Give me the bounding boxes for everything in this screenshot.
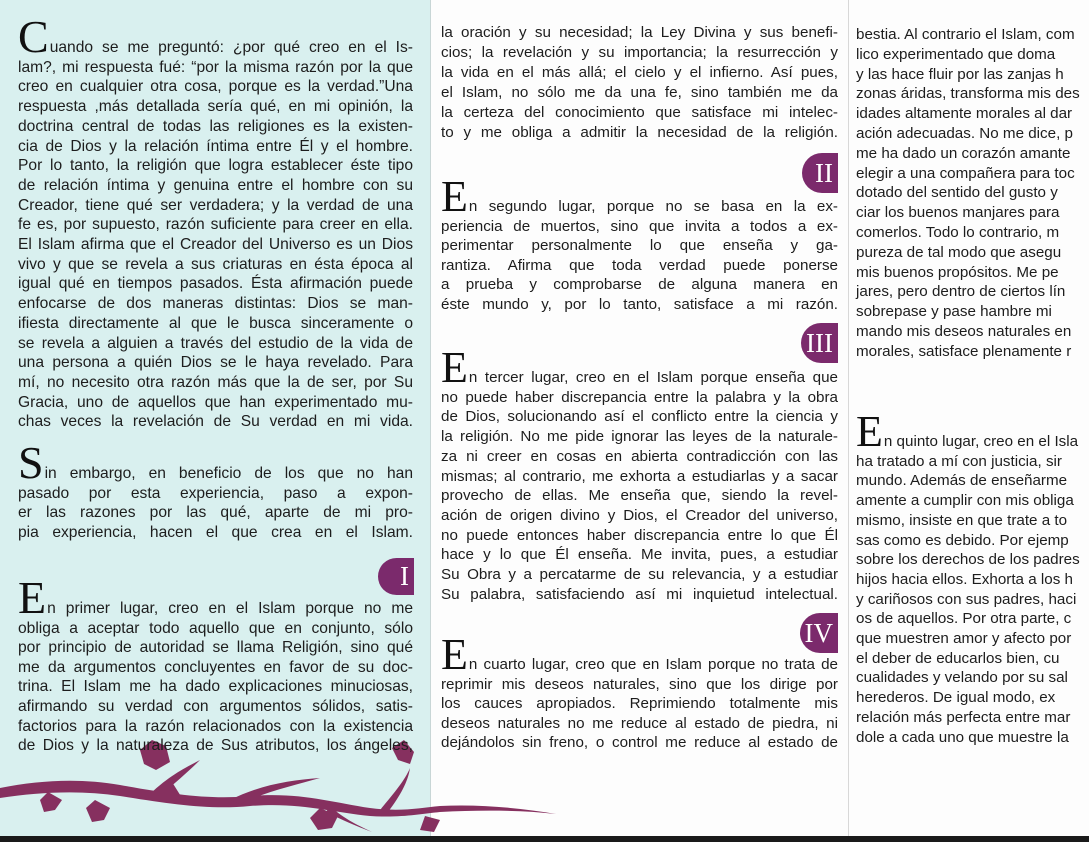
line-text: pia experiencia, hacen el que crea en el Islam. [18, 524, 413, 542]
text-line [856, 570, 1089, 590]
drop-cap: C [18, 11, 49, 62]
text-line [856, 668, 1089, 688]
line-text: mismo, insiste en que trate a to [856, 511, 1068, 529]
line-text: mundo. Además de enseñarme [856, 472, 1068, 490]
line-text: mismas; al contrario, me exhorta a estudiarlas y a sacar [441, 467, 838, 485]
line-text: perimentar personalmente lo que enseña y ga- [441, 237, 838, 255]
line-text: amente a cumplir con mis obliga [856, 492, 1074, 510]
line-text: mí, no necesito otra razón más que la de ser, por Su [18, 373, 413, 391]
text-line [856, 243, 1089, 263]
text-line [856, 164, 1089, 184]
line-text: za ni creer en cosas en abierta contradicción con las [441, 447, 838, 465]
text-line [18, 294, 413, 314]
text-line [18, 156, 413, 176]
line-text: sas como es debido. Por ejemp [856, 531, 1069, 549]
text-line [856, 342, 1089, 362]
line-text: la certeza del conocimiento que satisface mi intelec- [441, 104, 838, 121]
text-line [856, 491, 1089, 511]
line-text: me da argumentos concluyentes en favor de su doc- [18, 658, 413, 676]
section-number-badge: I [378, 558, 414, 595]
line-text: ación adecuadas. No me dice, p [856, 124, 1073, 142]
line-text: uando se me preguntó: ¿por qué creo en el Is- [49, 39, 413, 56]
line-text: n primer lugar, creo en el Islam porque no me [47, 600, 413, 617]
text-line [441, 295, 838, 315]
text-line [18, 11, 413, 62]
line-text: jares, pero dentro de ciertos lín [856, 283, 1066, 301]
line-text: de relación íntima y genuina entre el hombre con su [18, 176, 413, 194]
line-text: obliga a aceptar todo aquello que en conjunto, sólo [18, 619, 413, 637]
col1-paragraph [18, 437, 413, 543]
drop-cap: E [441, 630, 468, 679]
line-text: de Dios y la naturaleza de Sus atributos, los ángeles, [18, 737, 413, 755]
line-text: el deber de educarlos bien, cu [856, 649, 1060, 667]
text-line [18, 437, 413, 488]
text-line [441, 63, 838, 83]
line-text: pureza de tal modo que asegu [856, 243, 1062, 261]
line-text: sobre los derechos de los padres [856, 551, 1080, 569]
text-line [441, 343, 838, 392]
text-line [18, 677, 413, 697]
line-text: to y me obliga a admitir la necesidad de la religión. [441, 124, 838, 141]
text-line [441, 217, 838, 237]
text-line [18, 334, 413, 354]
text-line [441, 83, 838, 103]
text-line [18, 176, 413, 196]
text-line [856, 511, 1089, 531]
line-text: dole a cada uno que muestre la [856, 728, 1069, 746]
line-text: periencia de muertos, sino que invita a todos a ex- [441, 217, 838, 235]
drop-cap: E [856, 407, 883, 456]
text-line [18, 717, 413, 737]
line-text: y las hace fluir por las zanjas h [856, 65, 1064, 83]
line-text: los cauces apropiados. Reprimiendo totalmente mis [441, 695, 838, 713]
text-line [441, 675, 838, 695]
text-line [856, 45, 1089, 65]
line-text: vivo y que se revela a sus criaturas en ésta época al [18, 255, 413, 273]
text-line [856, 302, 1089, 322]
line-text: hace y lo que Él enseña. Me invita, pues, a estudiar [441, 546, 838, 564]
text-line [18, 117, 413, 137]
line-text: n segundo lugar, porque no se basa en la ex- [468, 198, 838, 215]
line-text: no puede haber discrepancia entre la palabra y la obra [441, 388, 838, 406]
line-text: n cuarto lugar, creo que en Islam porque no trata de [468, 656, 838, 673]
text-line [856, 590, 1089, 610]
text-line [441, 714, 838, 734]
text-line [856, 688, 1089, 708]
text-line [18, 697, 413, 717]
text-line [856, 124, 1089, 144]
line-text: deseos naturales no me reduce al estado de piedra, ni [441, 714, 838, 732]
line-text: Su Obra y a percatarme de su relevancia, y a estudiar [441, 566, 838, 584]
line-text: respuesta ,más detallada sería qué, en mi opinión, la [18, 98, 413, 116]
line-text: hijos hacia ellos. Exhorta a los h [856, 570, 1073, 588]
line-text: y cariñosos con sus padres, haci [856, 590, 1077, 608]
text-line [856, 263, 1089, 283]
drop-cap: E [18, 572, 47, 623]
line-text: morales, satisface plenamente r [856, 342, 1072, 360]
line-text: ha tratado a mí con justicia, sir [856, 452, 1062, 470]
line-text: dejándolos sin freno, o control me reduce al estado de [441, 734, 838, 752]
line-text: no puede entonces haber discrepancia entre lo que Él [441, 526, 838, 544]
line-text: igual qué en tiempos pasados. Ésta afirmación puede [18, 275, 413, 293]
text-line [856, 144, 1089, 164]
text-line [441, 123, 838, 143]
line-text: Gracia, uno de aquellos que han experimentado mu- [18, 393, 413, 411]
text-line [18, 97, 413, 117]
line-text: se revela a alguien a través del estudio de la vida de [18, 334, 413, 352]
text-line [856, 322, 1089, 342]
line-text: ación de origen divino y Dios, el Creador del universo, [441, 506, 838, 524]
text-line [18, 658, 413, 678]
col2-paragraph [441, 23, 838, 143]
line-text: Por lo tanto, la religión que logra establecer éste tipo [18, 157, 413, 175]
text-line [856, 708, 1089, 728]
text-line [441, 447, 838, 467]
text-line [856, 471, 1089, 491]
text-line [18, 503, 413, 523]
text-line [18, 77, 413, 97]
text-line [441, 467, 838, 487]
text-line [18, 373, 413, 393]
text-line [856, 407, 1089, 456]
text-line [856, 550, 1089, 570]
text-line [441, 43, 838, 63]
text-line [18, 638, 413, 658]
text-line [18, 736, 413, 756]
line-text: dotado del sentido del gusto y [856, 184, 1058, 202]
text-line [441, 427, 838, 447]
text-line [18, 235, 413, 255]
line-text: os de aquellos. Por otra parte, c [856, 610, 1072, 628]
line-text: cia de Dios y la relación íntima entre Él y el hombre. [18, 137, 413, 155]
text-line [18, 393, 413, 413]
line-text: bestia. Al contrario el Islam, com [856, 26, 1075, 43]
text-line [441, 545, 838, 565]
text-line [441, 486, 838, 506]
line-text: n tercer lugar, creo en el Islam porque enseña que [468, 369, 838, 386]
text-line [441, 526, 838, 546]
line-text: afirmando su verdad con argumentos sólidos, satis- [18, 697, 413, 715]
scan-edge [0, 836, 1089, 842]
text-line [441, 694, 838, 714]
line-text: sobrepase y pase hambre mi [856, 303, 1052, 321]
line-text: enfocarse de dos maneras distintas: Dios se man- [18, 295, 413, 313]
col2-paragraph [441, 343, 838, 604]
line-text: relación más perfecta entre mar [856, 708, 1071, 726]
text-line [856, 25, 1089, 45]
text-line [441, 388, 838, 408]
text-line [856, 223, 1089, 243]
text-line [18, 137, 413, 157]
line-text: reprimir mis deseos naturales, sino que los dirige por [441, 675, 838, 693]
line-text: comerlos. Todo lo contrario, m [856, 223, 1060, 241]
drop-cap: E [441, 172, 468, 221]
line-text: pasado por esta experiencia, paso a expon- [18, 484, 413, 502]
line-text: Su palabra, satisfaciendo así mi inquietud intelectual. [441, 585, 838, 603]
line-text: lam?, mi respuesta fué: “por la misma razón por la que [18, 58, 413, 76]
text-line [18, 196, 413, 216]
line-text: la religión. No me pide ignorar las leyes de la naturale- [441, 428, 838, 446]
line-text: una persona a quién Dios se le haya revelado. Para [18, 354, 413, 372]
line-text: n quinto lugar, creo en el Isla [883, 433, 1079, 450]
line-text: herederos. De igual modo, ex [856, 689, 1056, 707]
col1-paragraph [18, 572, 413, 756]
line-text: Creador, tiene qué ser verdadera; y la verdad de una [18, 196, 413, 214]
text-line [18, 255, 413, 275]
text-line [441, 733, 838, 753]
line-text: de Dios, solucionando así el conflicto entre la ciencia y [441, 408, 838, 426]
text-line [856, 728, 1089, 748]
text-line [441, 407, 838, 427]
text-line [18, 572, 413, 623]
line-text: éste mundo y, por lo tanto, satisface a mi razón. [441, 295, 838, 313]
line-text: zonas áridas, transforma mis des [856, 85, 1080, 103]
text-line [441, 506, 838, 526]
line-text: provecho de ellas. Me enseña que, siendo la revel- [441, 487, 838, 505]
text-line [441, 565, 838, 585]
drop-cap: S [18, 437, 44, 488]
drop-cap: E [441, 343, 468, 392]
text-line [18, 314, 413, 334]
text-line [441, 256, 838, 276]
text-line [856, 203, 1089, 223]
text-line [18, 58, 413, 78]
text-line [18, 215, 413, 235]
text-line [856, 629, 1089, 649]
section-number-badge: III [801, 323, 838, 363]
line-text: trina. El Islam me ha dado explicaciones minuciosas, [18, 678, 413, 696]
text-line [18, 274, 413, 294]
line-text: mando mis deseos naturales en [856, 322, 1072, 340]
text-line [856, 65, 1089, 85]
line-text: el Islam, no sólo me da una fe, sino también me da [441, 84, 838, 101]
line-text: mis buenos propósitos. Me pe [856, 263, 1059, 281]
text-line [441, 585, 838, 605]
col3-paragraph [856, 407, 1089, 747]
line-text: chas veces la revelación de Su verdad en mi vida. [18, 413, 413, 431]
text-line [441, 236, 838, 256]
text-line [441, 275, 838, 295]
text-line [18, 619, 413, 639]
text-line [856, 104, 1089, 124]
text-line [856, 531, 1089, 551]
line-text: doctrina central de todas las religiones es la existen- [18, 117, 413, 135]
line-text: la vida en el más allá; el cielo y el infierno. Así pues, [441, 64, 838, 81]
line-text: la oración y su necesidad; la Ley Divina y sus benefi- [441, 24, 838, 41]
text-line [856, 282, 1089, 302]
line-text: elegir a una compañera para toc [856, 164, 1075, 182]
section-number-badge: II [802, 153, 838, 193]
text-line [18, 484, 413, 504]
line-text: cios; la revelación y su importancia; la resurrección y [441, 44, 838, 61]
line-text: El Islam afirma que el Creador del Universo es un Dios [18, 236, 413, 254]
line-text: por principio de autoridad se llama Religión, sino qué [18, 639, 413, 657]
line-text: lico experimentado que doma [856, 45, 1056, 63]
line-text: me ha dado un corazón amante [856, 144, 1071, 162]
text-line [18, 523, 413, 543]
line-text: er las razones por las qué, aparte de mi pro- [18, 504, 413, 522]
text-line [441, 23, 838, 43]
line-text: fe es, por supuesto, razón suficiente para creer en ella. [18, 216, 413, 234]
line-text: que muestren amor y afecto por [856, 630, 1072, 648]
text-line [441, 103, 838, 123]
text-line [856, 649, 1089, 669]
text-line [856, 183, 1089, 203]
text-line [856, 452, 1089, 472]
line-text: creo en cualquier otra cosa, porque es la verdad.”Una [18, 78, 413, 96]
text-line [856, 609, 1089, 629]
line-text: idades altamente morales al dar [856, 105, 1073, 123]
line-text: cualidades y velando por su sal [856, 669, 1068, 687]
line-text: rantiza. Afirma que toda verdad puede ponerse [441, 256, 838, 274]
line-text: in embargo, en beneficio de los que no han [44, 465, 413, 482]
line-text: ifiesta directamente al que le busca sinceramente o [18, 314, 413, 332]
section-number-badge: IV [800, 613, 838, 653]
text-line [18, 412, 413, 432]
line-text: factorios para la razón relacionados con la existencia [18, 717, 413, 735]
col3-paragraph [856, 25, 1089, 362]
line-text: a prueba y comprobarse de alguna manera en [441, 276, 838, 294]
line-text: ciar los buenos manjares para [856, 204, 1060, 222]
text-line [18, 353, 413, 373]
text-line [856, 84, 1089, 104]
col1-paragraph [18, 11, 413, 432]
